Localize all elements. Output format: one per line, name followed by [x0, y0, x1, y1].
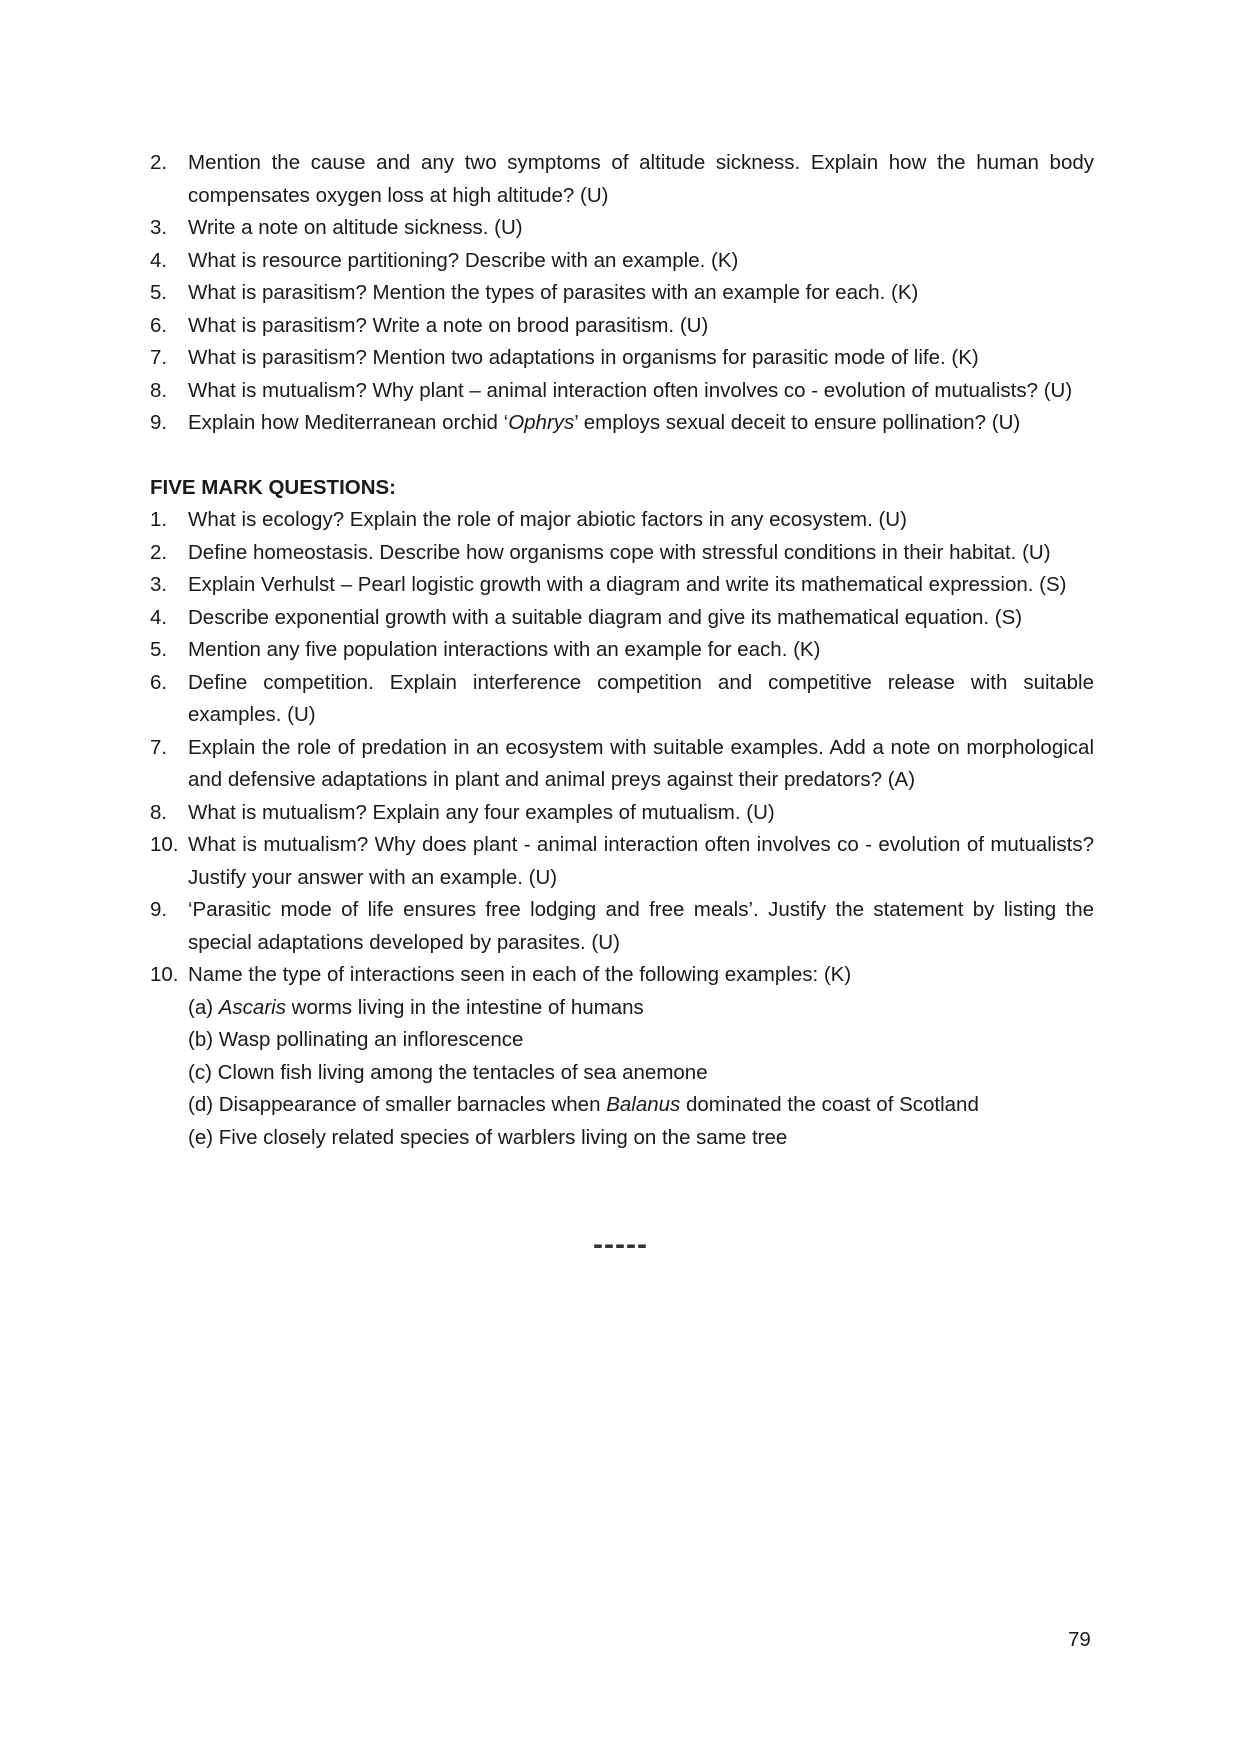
sub-item: (a) Ascaris worms living in the intestine of humans	[188, 995, 644, 1019]
question-text: What is resource partitioning? Describe with an example. (K)	[188, 248, 739, 272]
question-text: Describe exponential growth with a suitable diagram and give its mathematical equation. (S)	[188, 605, 1023, 629]
question-item: 3. Explain Verhulst – Pearl logistic growth with a diagram and write its mathematical expression. (S)	[150, 573, 1067, 596]
question-text: Explain the role of predation in an ecosystem with suitable examples. Add a note on morphological and defensive adaptations in plant and animal preys against their predators? (A)	[188, 735, 1094, 791]
sub-item: (d) Disappearance of smaller barnacles when Balanus dominated the coast of Scotland	[188, 1093, 979, 1116]
end-separator: -----	[593, 1228, 648, 1261]
question-text: What is ecology? Explain the role of major abiotic factors in any ecosystem. (U)	[188, 508, 907, 531]
species-name: Balanus	[606, 1093, 681, 1116]
question-text: Mention any five population interactions with an example for each. (K)	[188, 638, 821, 661]
question-item: 10. What is mutualism? Why does plant - animal interaction often involves co - evolution of mutualists? Justify your answer with an example. (U)	[150, 833, 1094, 889]
question-text: Define homeostasis. Describe how organisms cope with stressful conditions in their habitat. (U)	[188, 540, 1051, 564]
question-item: 5. Mention any five population interactions with an example for each. (K)	[150, 638, 821, 661]
question-text: Explain how Mediterranean orchid ‘Ophrys’ employs sexual deceit to ensure pollination? (U)	[188, 411, 1021, 434]
question-item: 3. Write a note on altitude sickness. (U)	[150, 216, 523, 239]
species-name: Ophrys	[508, 411, 575, 434]
question-text: Explain Verhulst – Pearl logistic growth with a diagram and write its mathematical expression. (S)	[188, 573, 1067, 596]
question-item: 10. Name the type of interactions seen in each of the following examples: (K)	[150, 963, 852, 986]
question-text: What is parasitism? Mention two adaptations in organisms for parasitic mode of life. (K)	[188, 346, 979, 369]
question-item: 7. Explain the role of predation in an ecosystem with suitable examples. Add a note on morphological and defensive adaptations in plant and animal preys against their predators? (A)	[150, 735, 1094, 791]
question-text: What is mutualism? Why does plant - animal interaction often involves co - evolution of mutualists? Justify your answer with an example. (U)	[188, 833, 1094, 889]
document-body	[150, 147, 1094, 1154]
page-number: 79	[1068, 1628, 1091, 1651]
question-text: Define competition. Explain interference competition and competitive release with suitable examples. (U)	[188, 670, 1094, 726]
sub-item: (e) Five closely related species of warblers living on the same tree	[188, 1125, 788, 1149]
question-item: 5. What is parasitism? Mention the types of parasites with an example for each. (K)	[150, 281, 919, 304]
question-item: 2. Define homeostasis. Describe how organisms cope with stressful conditions in their habitat. (U)	[150, 540, 1051, 564]
sub-item: (c) Clown fish living among the tentacles of sea anemone	[188, 1060, 708, 1084]
question-item: 1. What is ecology? Explain the role of major abiotic factors in any ecosystem. (U)	[150, 508, 907, 531]
question-item: 2. Mention the cause and any two symptoms of altitude sickness. Explain how the human body compensates oxygen loss at high altitude? (U)	[150, 151, 1094, 207]
question-item: 9. Explain how Mediterranean orchid ‘Ophrys’ employs sexual deceit to ensure pollination? (U)	[150, 411, 1021, 434]
question-text: What is parasitism? Mention the types of parasites with an example for each. (K)	[188, 281, 919, 304]
question-text: What is mutualism? Explain any four examples of mutualism. (U)	[188, 800, 775, 824]
sub-item: (b) Wasp pollinating an inflorescence	[188, 1028, 524, 1051]
section-title: FIVE MARK QUESTIONS:	[150, 475, 397, 499]
question-text: What is mutualism? Why plant – animal interaction often involves co - evolution of mutualists? (U)	[188, 378, 1073, 402]
species-name: Ascaris	[218, 995, 286, 1019]
question-text: ‘Parasitic mode of life ensures free lodging and free meals’. Justify the statement by listing the special adaptations developed by parasites. (U)	[188, 898, 1094, 954]
question-item: 8. What is mutualism? Explain any four examples of mutualism. (U)	[150, 800, 775, 824]
question-text: Name the type of interactions seen in each of the following examples: (K)	[188, 963, 852, 986]
five-mark-questions	[150, 504, 1094, 992]
short-answer-questions	[150, 147, 1094, 440]
question-item: 9. ‘Parasitic mode of life ensures free lodging and free meals’. Justify the statement by listing the special adaptations developed by parasites. (U)	[150, 898, 1094, 954]
question-text: What is parasitism? Write a note on brood parasitism. (U)	[188, 313, 709, 337]
question-item: 7. What is parasitism? Mention two adaptations in organisms for parasitic mode of life. (K)	[150, 346, 979, 369]
question-item: 6. Define competition. Explain interference competition and competitive release with suitable examples. (U)	[150, 670, 1094, 726]
question-text: Mention the cause and any two symptoms of altitude sickness. Explain how the human body compensates oxygen loss at high altitude? (U)	[188, 151, 1094, 207]
question-item: 8. What is mutualism? Why plant – animal interaction often involves co - evolution of mutualists? (U)	[150, 378, 1073, 402]
question-item: 4. What is resource partitioning? Describe with an example. (K)	[150, 248, 739, 272]
question-item: 6. What is parasitism? Write a note on brood parasitism. (U)	[150, 313, 709, 337]
question-item: 4. Describe exponential growth with a suitable diagram and give its mathematical equation. (S)	[150, 605, 1023, 629]
question-text: Write a note on altitude sickness. (U)	[188, 216, 523, 239]
